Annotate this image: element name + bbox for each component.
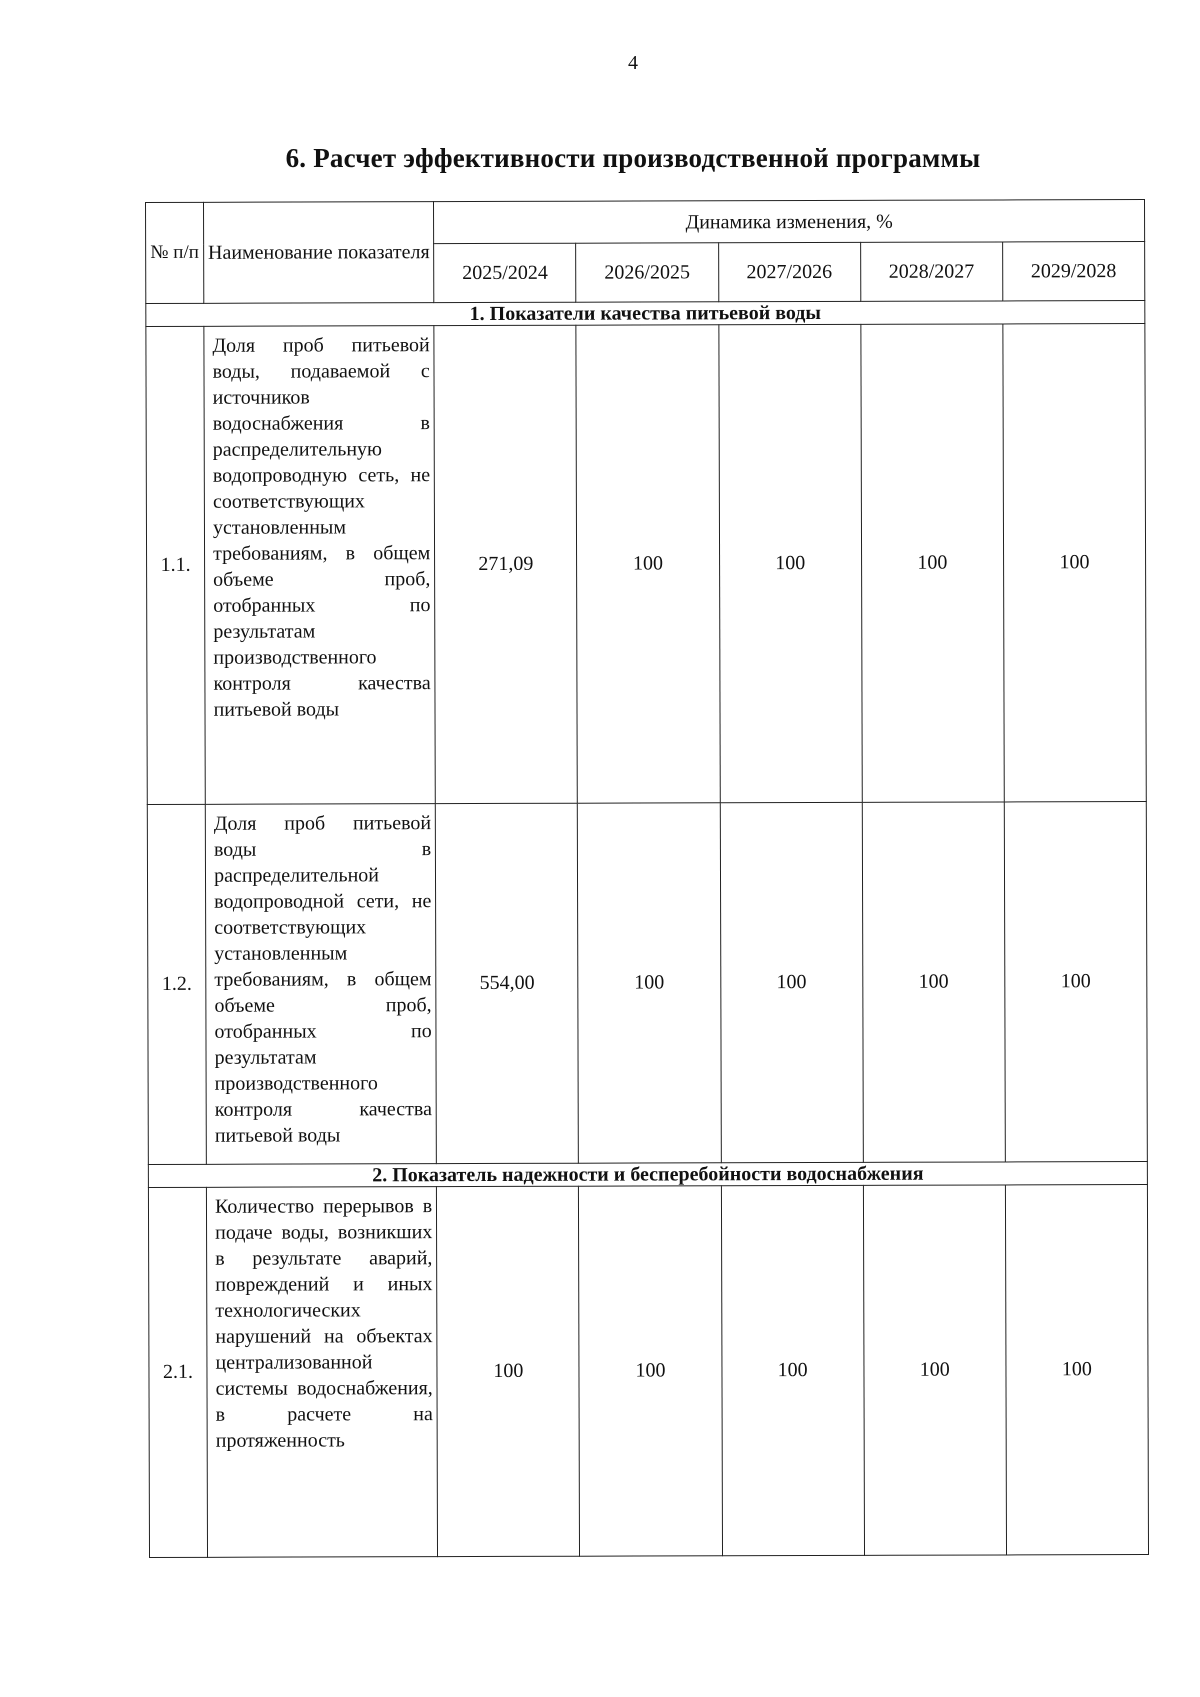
value-cell: 100	[1005, 1185, 1148, 1555]
page-title: 6. Расчет эффективности производственной программы	[285, 143, 981, 173]
row-number: 2.1.	[148, 1187, 207, 1557]
header-year: 2028/2027	[860, 242, 1002, 301]
value-cell: 271,09	[434, 325, 578, 803]
value-cell: 100	[718, 324, 862, 802]
value-cell: 100	[576, 325, 720, 803]
value-cell: 100	[861, 324, 1005, 802]
efficiency-table	[145, 199, 1149, 1558]
header-year: 2027/2026	[718, 242, 860, 301]
section-title: 1. Показатели качества питьевой воды	[146, 301, 1145, 327]
header-year: 2025/2024	[434, 243, 576, 302]
value-cell: 100	[720, 802, 863, 1162]
efficiency-table-container	[145, 199, 1154, 1558]
row-number: 1.1.	[146, 326, 205, 804]
value-cell: 100	[721, 1185, 864, 1555]
header-num: № п/п	[146, 202, 204, 303]
row-number: 1.2.	[147, 804, 206, 1164]
header-dynamics: Динамика изменения, %	[434, 200, 1145, 244]
value-cell: 100	[1004, 802, 1147, 1162]
table-header-row	[146, 200, 1145, 245]
table-row	[148, 1185, 1148, 1558]
value-cell: 100	[578, 803, 721, 1163]
indicator-name: Доля проб питьевой воды, подаваемой с источников водоснабжения в распределительную водопроводную сеть, не соответствующих установленным требованиям, в общем объеме проб, отобранных по результатам производственного контроля качества питьевой воды	[204, 326, 436, 805]
value-cell: 100	[437, 1186, 580, 1556]
indicator-name: Количество перерывов в подаче воды, возникших в результате аварий, повреждений и иных технологических нарушений на объектах централизованной системы водоснабжения, в расчете на протяженность	[206, 1187, 437, 1558]
value-cell: 100	[579, 1186, 722, 1556]
section-header-row	[146, 301, 1145, 327]
header-year: 2026/2025	[576, 243, 718, 302]
table-row	[146, 324, 1146, 805]
value-cell: 100	[1003, 324, 1147, 802]
table-row	[147, 802, 1147, 1165]
section-header-row	[148, 1162, 1147, 1188]
value-cell: 100	[863, 1185, 1006, 1555]
header-name: Наименование показателя	[204, 202, 435, 304]
header-year: 2029/2028	[1002, 242, 1144, 301]
value-cell: 100	[862, 802, 1005, 1162]
value-cell: 554,00	[436, 803, 579, 1163]
indicator-name: Доля проб питьевой воды в распределительной водопроводной сети, не соответствующих установленным требованиям, в общем объеме проб, отобранных по результатам производственного контроля качества питьевой воды	[205, 804, 436, 1165]
section-title: 2. Показатель надежности и бесперебойности водоснабжения	[148, 1162, 1147, 1188]
page-number: 4	[628, 52, 638, 74]
